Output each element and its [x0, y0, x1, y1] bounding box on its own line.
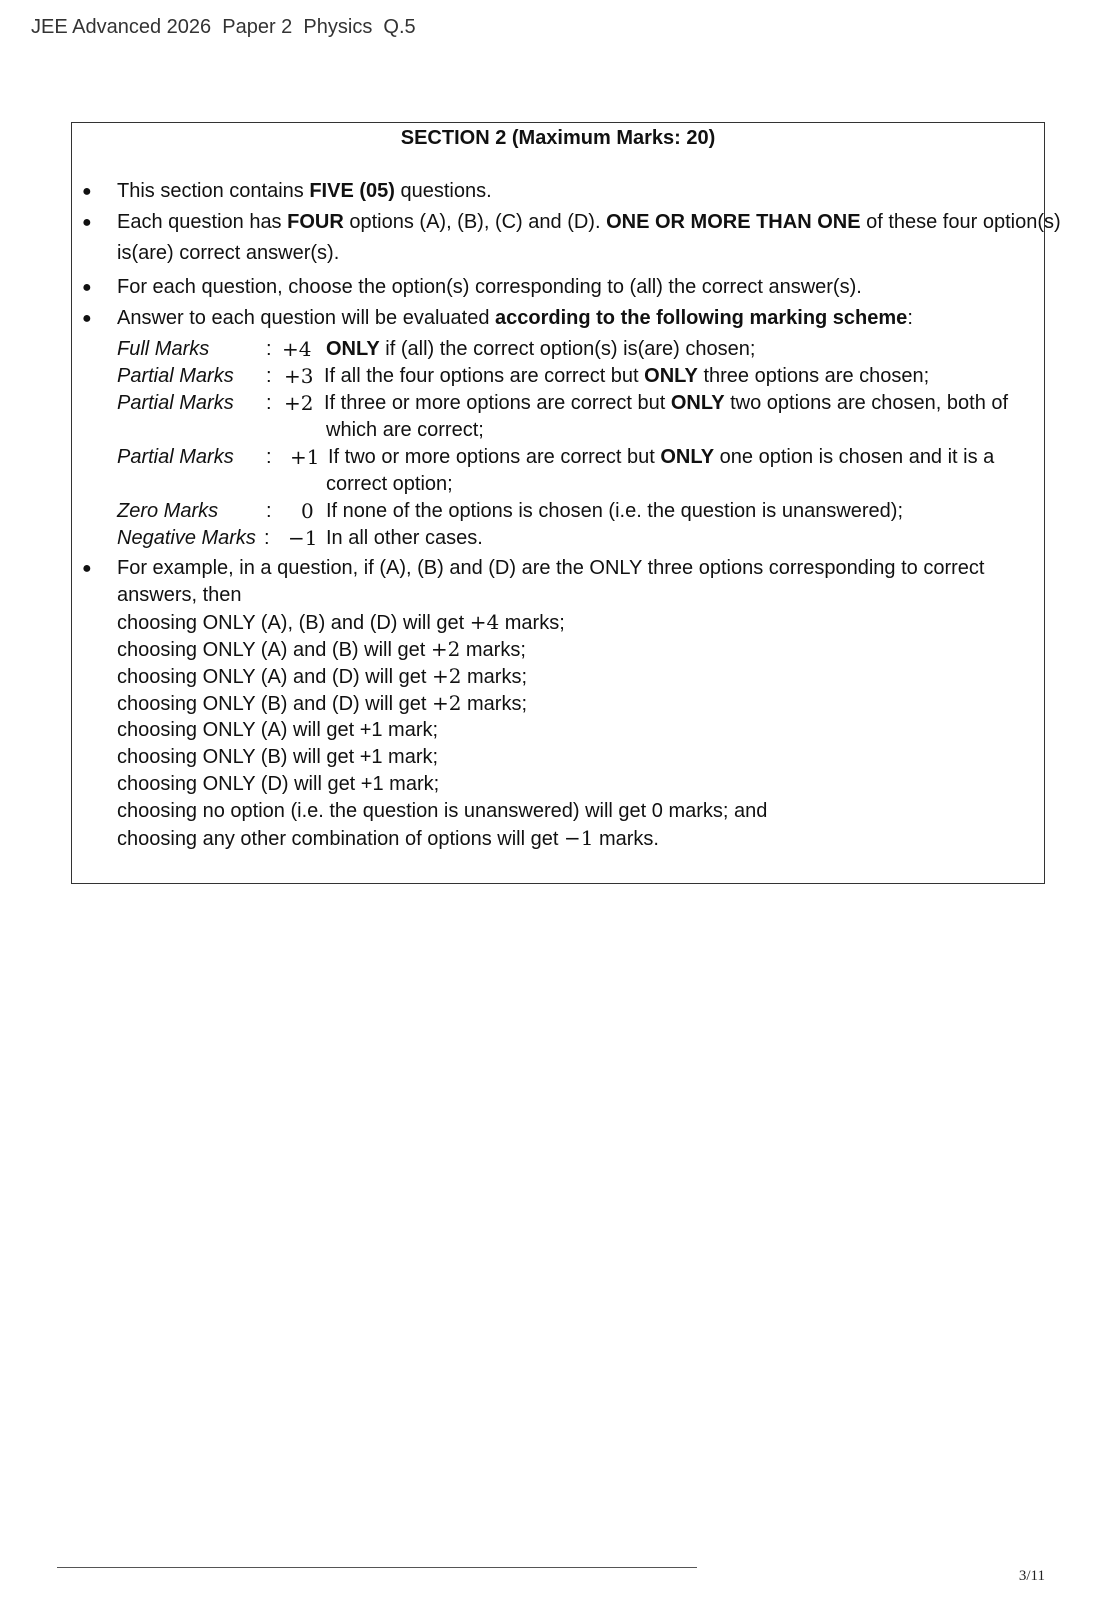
example-intro-cont: answers, then: [117, 584, 242, 606]
instruction-question-count: This section contains FIVE (05) questions.: [117, 180, 492, 202]
example-line: choosing ONLY (B) and (D) will get +2 marks;: [117, 691, 527, 715]
instruction-choose: For each question, choose the option(s) corresponding to (all) the correct answer(s).: [117, 276, 862, 298]
instruction-evaluation: Answer to each question will be evaluated according to the following marking scheme:: [117, 307, 913, 329]
bullet-icon: ●: [82, 214, 92, 231]
scheme-row-partial-1-cont: correct option;: [326, 473, 453, 495]
example-line: choosing ONLY (A), (B) and (D) will get +4 marks;: [117, 610, 565, 634]
scheme-row-partial-2-cont: which are correct;: [326, 419, 484, 441]
example-line: choosing ONLY (D) will get +1 mark;: [117, 773, 440, 795]
example-line: choosing ONLY (B) will get +1 mark;: [117, 746, 439, 768]
bullet-icon: ●: [82, 279, 92, 296]
page-number: 3/11: [1018, 1568, 1045, 1584]
running-header: JEE Advanced 2026 Paper 2 Physics Q.5: [31, 16, 416, 38]
instruction-options: Each question has FOUR options (A), (B), (C) and (D). ONE OR MORE THAN ONE of these four option(s): [117, 211, 1061, 233]
example-line: choosing ONLY (A) and (B) will get +2 marks;: [117, 637, 526, 661]
bullet-icon: ●: [82, 310, 92, 327]
instruction-options-cont: is(are) correct answer(s).: [117, 242, 340, 264]
example-line: choosing ONLY (A) and (D) will get +2 marks;: [117, 664, 527, 688]
example-line: choosing any other combination of options will get −1 marks.: [117, 826, 659, 850]
section-title: SECTION 2 (Maximum Marks: 20): [400, 127, 716, 149]
example-line: choosing no option (i.e. the question is unanswered) will get 0 marks; and: [117, 800, 768, 822]
bullet-icon: ●: [82, 183, 92, 200]
example-line: choosing ONLY (A) will get +1 mark;: [117, 719, 439, 741]
example-intro: For example, in a question, if (A), (B) and (D) are the ONLY three options corresponding to correct: [117, 557, 985, 579]
bullet-icon: ●: [82, 560, 92, 577]
footer-rule: [57, 1567, 697, 1568]
